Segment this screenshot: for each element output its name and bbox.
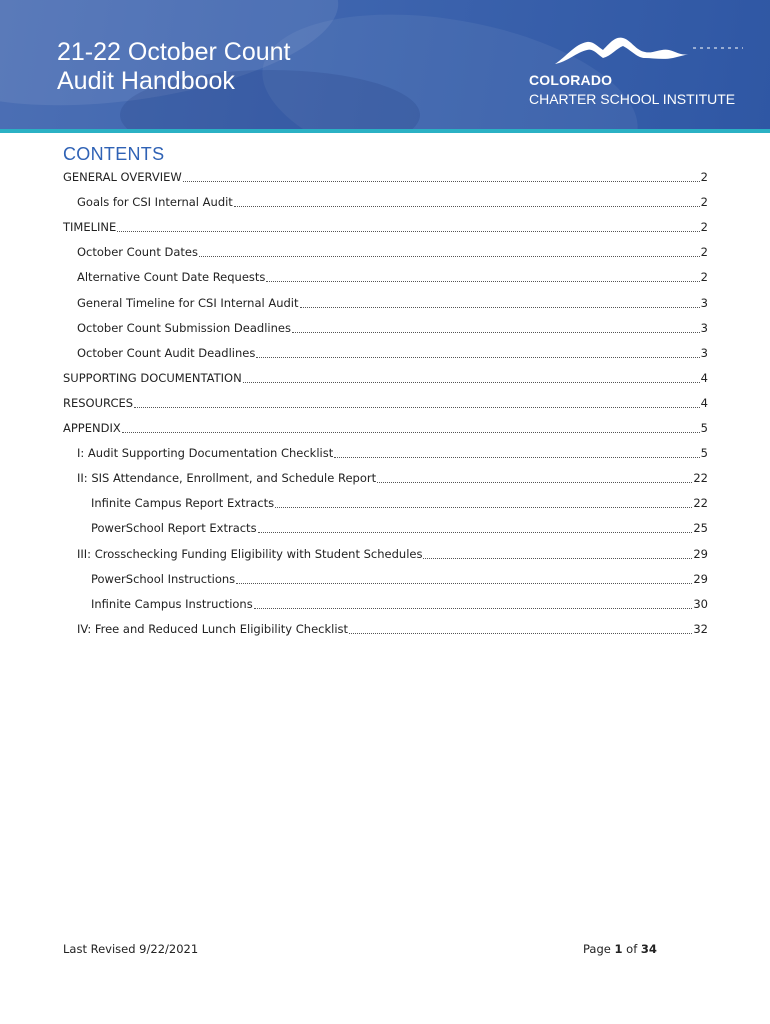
toc-entry-label: Infinite Campus Report Extracts bbox=[91, 496, 275, 510]
document-title-line1: 21-22 October Count bbox=[57, 38, 291, 66]
toc-entry[interactable] bbox=[63, 167, 708, 187]
toc-entry[interactable] bbox=[77, 468, 708, 488]
toc-entry-label: October Count Dates bbox=[77, 245, 198, 259]
toc-entry-page: 3 bbox=[700, 296, 708, 310]
toc-leader-dots bbox=[377, 482, 692, 483]
toc-entry-label: October Count Audit Deadlines bbox=[77, 346, 256, 360]
toc-entry-page: 3 bbox=[700, 346, 708, 360]
toc-entry-page: 25 bbox=[693, 521, 708, 535]
toc-entry-label: II: SIS Attendance, Enrollment, and Schedule Report bbox=[77, 471, 377, 485]
toc-entry[interactable] bbox=[77, 544, 708, 564]
toc-entry[interactable] bbox=[77, 443, 708, 463]
toc-leader-dots bbox=[199, 256, 700, 257]
toc-entry-page: 29 bbox=[693, 547, 708, 561]
toc-leader-dots bbox=[183, 181, 700, 182]
toc-entry-page: 22 bbox=[693, 471, 708, 485]
toc-entry-label: Goals for CSI Internal Audit bbox=[77, 195, 233, 209]
toc-entry-label: GENERAL OVERVIEW bbox=[63, 170, 182, 184]
page-total: 34 bbox=[640, 942, 657, 956]
toc-entry-page: 4 bbox=[700, 371, 708, 385]
toc-entry-label: Alternative Count Date Requests bbox=[77, 270, 266, 284]
toc-leader-dots bbox=[236, 583, 692, 584]
toc-entry[interactable] bbox=[77, 293, 708, 313]
csi-logo bbox=[528, 34, 748, 114]
page-prefix: Page bbox=[583, 942, 611, 956]
mountain-logo-icon bbox=[553, 34, 743, 68]
toc-leader-dots bbox=[117, 231, 699, 232]
toc-leader-dots bbox=[266, 281, 699, 282]
toc-entry[interactable] bbox=[77, 619, 708, 639]
toc-entry-label: General Timeline for CSI Internal Audit bbox=[77, 296, 299, 310]
toc-entry-label: III: Crosschecking Funding Eligibility with Student Schedules bbox=[77, 547, 423, 561]
toc-leader-dots bbox=[275, 507, 692, 508]
toc-entry[interactable] bbox=[77, 192, 708, 212]
toc-entry-page: 5 bbox=[700, 446, 708, 460]
toc-entry-page: 29 bbox=[693, 572, 708, 586]
toc-entry-page: 2 bbox=[700, 220, 708, 234]
page-current: 1 bbox=[614, 942, 623, 956]
toc-entry-page: 32 bbox=[693, 622, 708, 636]
toc-entry-page: 2 bbox=[700, 270, 708, 284]
toc-entry[interactable] bbox=[91, 594, 708, 614]
toc-entry-label: PowerSchool Report Extracts bbox=[91, 521, 257, 535]
contents-heading: CONTENTS bbox=[63, 144, 165, 164]
page-number bbox=[583, 942, 657, 956]
toc-leader-dots bbox=[243, 382, 700, 383]
page-of: of bbox=[626, 942, 638, 956]
toc-entry-label: I: Audit Supporting Documentation Checklist bbox=[77, 446, 334, 460]
toc-entry-page: 2 bbox=[700, 245, 708, 259]
toc-entry[interactable] bbox=[77, 267, 708, 287]
toc-entry-label: October Count Submission Deadlines bbox=[77, 321, 291, 335]
toc-entry-label: PowerSchool Instructions bbox=[91, 572, 236, 586]
toc-leader-dots bbox=[300, 307, 700, 308]
toc-leader-dots bbox=[292, 332, 700, 333]
toc-entry[interactable] bbox=[91, 518, 708, 538]
toc-entry[interactable] bbox=[91, 569, 708, 589]
toc-entry[interactable] bbox=[91, 493, 708, 513]
toc-entry-label: TIMELINE bbox=[63, 220, 117, 234]
toc-entry-label: APPENDIX bbox=[63, 421, 121, 435]
logo-subtitle: CHARTER SCHOOL INSTITUTE bbox=[529, 91, 736, 107]
toc-leader-dots bbox=[122, 432, 700, 433]
toc-entry[interactable] bbox=[77, 318, 708, 338]
logo-name: COLORADO bbox=[529, 72, 613, 88]
banner-accent-stripe bbox=[0, 129, 770, 133]
toc-entry-page: 3 bbox=[700, 321, 708, 335]
toc-entry[interactable] bbox=[63, 368, 708, 388]
toc-entry-page: 30 bbox=[693, 597, 708, 611]
toc-entry[interactable] bbox=[77, 242, 708, 262]
toc-leader-dots bbox=[234, 206, 700, 207]
toc-entry-label: RESOURCES bbox=[63, 396, 134, 410]
last-revised: Last Revised 9/22/2021 bbox=[63, 942, 199, 956]
toc-entry-label: SUPPORTING DOCUMENTATION bbox=[63, 371, 242, 385]
toc-entry[interactable] bbox=[77, 343, 708, 363]
toc-leader-dots bbox=[256, 357, 699, 358]
toc-leader-dots bbox=[134, 407, 700, 408]
document-title-line2: Audit Handbook bbox=[57, 67, 235, 95]
toc-entry-label: IV: Free and Reduced Lunch Eligibility Checklist bbox=[77, 622, 349, 636]
toc-entry-page: 4 bbox=[700, 396, 708, 410]
toc-entry[interactable] bbox=[63, 217, 708, 237]
toc-leader-dots bbox=[349, 633, 692, 634]
header-banner bbox=[0, 0, 770, 133]
toc-entry[interactable] bbox=[63, 393, 708, 413]
toc-entry-page: 2 bbox=[700, 195, 708, 209]
toc-entry-page: 22 bbox=[693, 496, 708, 510]
toc-entry[interactable] bbox=[63, 418, 708, 438]
toc-leader-dots bbox=[334, 457, 699, 458]
toc-leader-dots bbox=[258, 532, 693, 533]
toc-entry-page: 5 bbox=[700, 421, 708, 435]
toc-leader-dots bbox=[423, 558, 692, 559]
document-title bbox=[57, 38, 290, 96]
toc-entry-page: 2 bbox=[700, 170, 708, 184]
toc-leader-dots bbox=[254, 608, 693, 609]
toc-entry-label: Infinite Campus Instructions bbox=[91, 597, 253, 611]
